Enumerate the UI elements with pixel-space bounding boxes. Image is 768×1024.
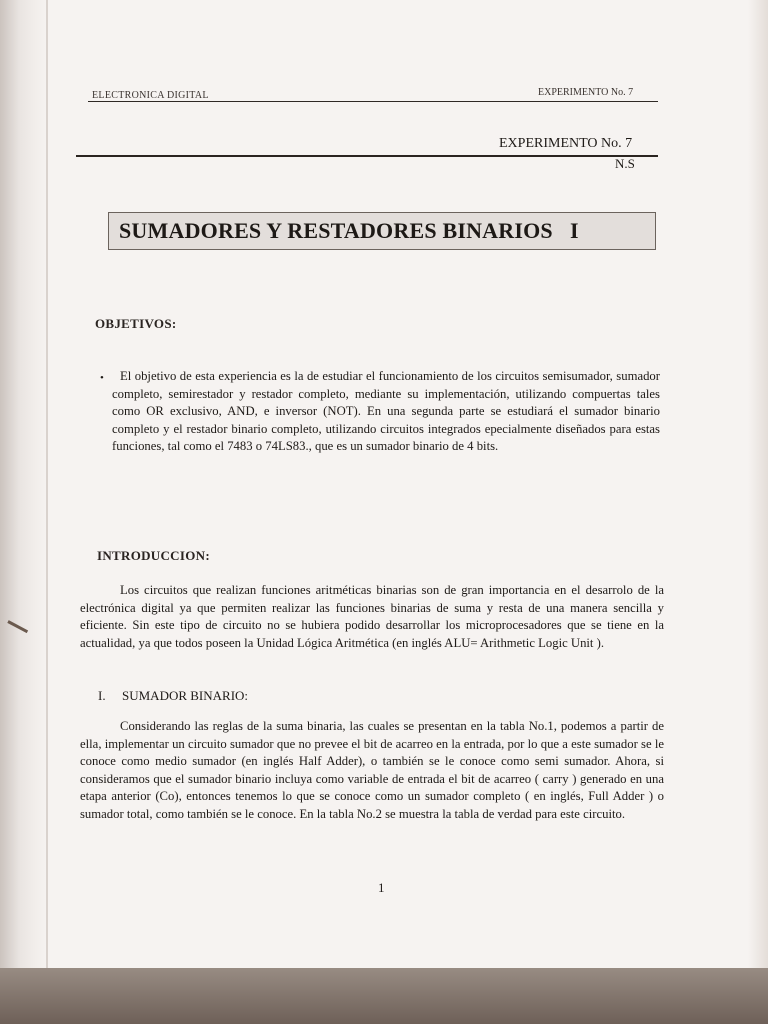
- introduccion-paragraph: Los circuitos que realizan funciones aritméticas binarias son de gran importancia en el desarrolo de la electrónica digital ya que permiten realizar las funciones binarias de suma y resta de una manera sencilla y eficiente. Sin este tipo de circuito no se hubiera podido desarrollar los microprocesadores que se tiene en la actualidad, ya que todos poseen la Unidad Lógica Aritmética (en inglés ALU= Arithmetic Logic Unit ).: [80, 583, 664, 650]
- experiment-label: EXPERIMENTO No. 7: [499, 136, 633, 151]
- section-number: I.: [98, 688, 106, 703]
- title-box: [108, 212, 656, 250]
- bullet-marker: •: [100, 372, 104, 384]
- header-rule: [88, 101, 658, 102]
- scan-background: [0, 965, 768, 1024]
- page-right-edge: [748, 0, 768, 968]
- objetivos-heading: OBJETIVOS:: [95, 316, 177, 331]
- introduccion-heading: INTRODUCCION:: [97, 548, 210, 563]
- sumador-paragraph: Considerando las reglas de la suma binaria, las cuales se presentan en la tabla No.1, podemos a partir de ella, implementar un circuito sumador que no prevee el bit de acarreo en la entrada, por lo que a este sumador se le conoce como medio sumador (en inglés Half Adder), o también se le conoce como semi sumador. Ahora, si consideramos que el sumador binario incluya como variable de entrada el bit de acarreo ( carry ) generado en una etapa anterior (Co), entonces tenemos lo que se conoce como un sumador completo ( en inglés, Full Adder ) o sumador total, como también se le conoce. En la tabla No.2 se muestra la tabla de verdad para este circuito.: [80, 719, 664, 821]
- section-title: SUMADOR BINARIO:: [122, 688, 249, 703]
- section-rule: [76, 155, 658, 157]
- page-number: 1: [378, 880, 385, 895]
- running-header-left: ELECTRONICA DIGITAL: [92, 90, 209, 101]
- author-initials: N.S: [615, 156, 635, 171]
- running-header-right: EXPERIMENTO No. 7: [538, 87, 634, 98]
- page-binding-edge: [0, 0, 48, 968]
- document-title: SUMADORES Y RESTADORES BINARIOS I: [119, 218, 579, 243]
- objetivos-text: El objetivo de esta experiencia es la de estudiar el funcionamiento de los circuitos semisumador, sumador completo, semirestador y restador completo, mediante su implementación, utilizando compuertas tales como OR exclusivo, AND, e inversor (NOT). En una segunda parte se estudiará el sumador binario completo y el restador binario completo, utilizando circuitos integrados epecialmente diseñados para estas funciones, tal como el 7483 o 74LS83., que es un sumador binario de 4 bits.: [112, 369, 660, 453]
